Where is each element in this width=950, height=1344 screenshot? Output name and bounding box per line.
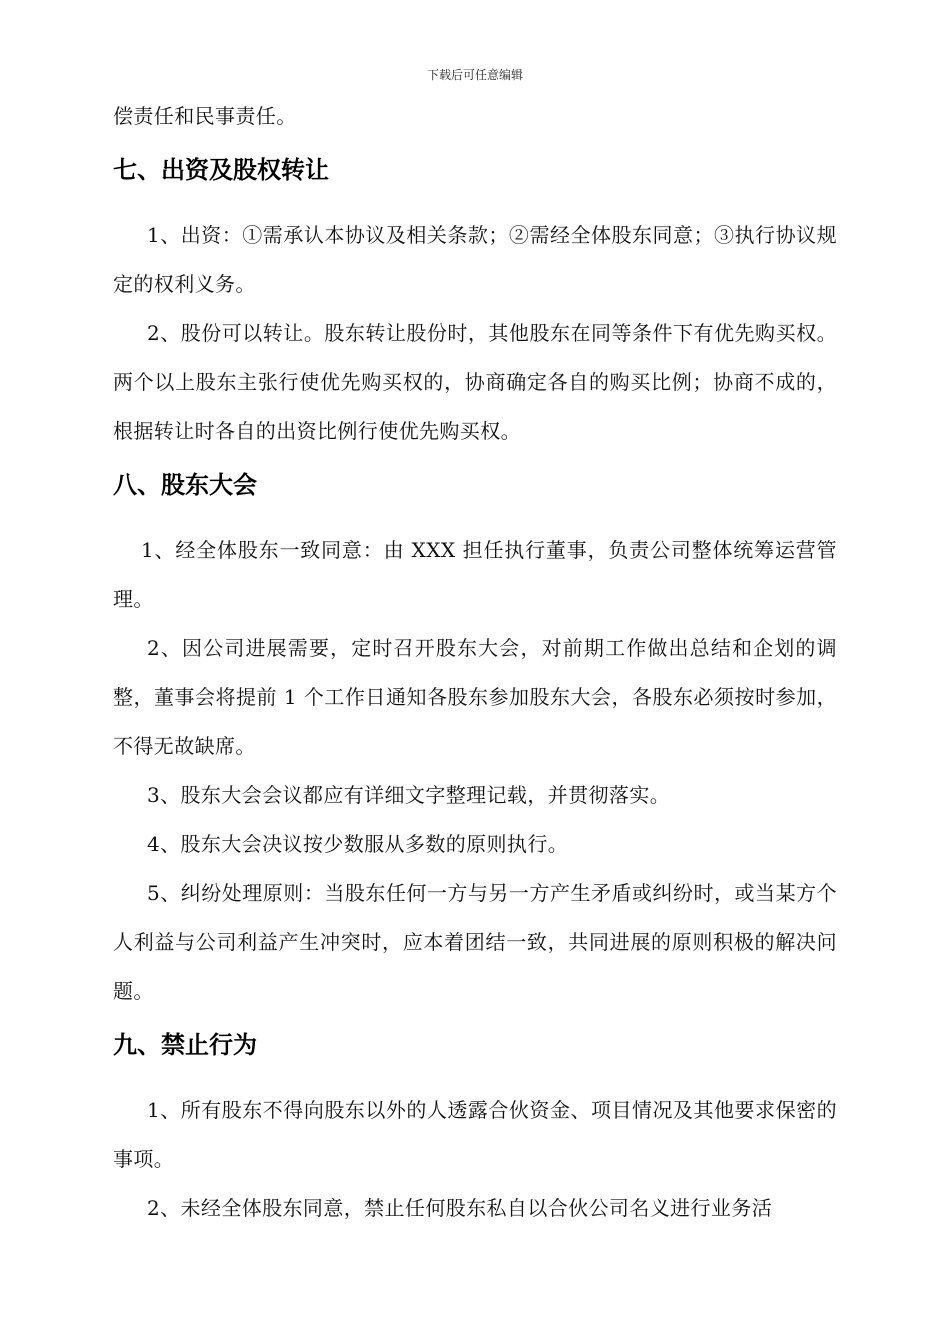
paragraph-8-2: 2、因公司进展需要，定时召开股东大会，对前期工作做出总结和企划的调整，董事会将提前 1 个工作日通知各股东参加股东大会，各股东必须按时参加，不得无故缺席。 <box>113 636 837 758</box>
paragraph-8-5: 5、纠纷处理原则：当股东任何一方与另一方产生矛盾或纠纷时，或当某方个人利益与公司利益产生冲突时，应本着团结一致，共同进展的原则积极的解决问题。 <box>113 881 837 1003</box>
section-heading-8: 八、股东大会 <box>113 471 257 499</box>
paragraph-9-1: 1、所有股东不得向股东以外的人透露合伙资金、项目情况及其他要求保密的事项。 <box>113 1098 837 1171</box>
paragraph-8-3: 3、股东大会会议都应有详细文字整理记载，并贯彻落实。 <box>147 783 671 807</box>
paragraph-8-1: 1、经全体股东一致同意：由 XXX 担任执行董事，负责公司整体统筹运营管理。 <box>113 538 837 611</box>
paragraph-9-2: 2、未经全体股东同意，禁止任何股东私自以合伙公司名义进行业务活 <box>147 1196 773 1220</box>
document-body <box>113 92 837 1233</box>
paragraph-7-1: 1、出资：①需承认本协议及相关条款；②需经全体股东同意；③执行协议规定的权利义务。 <box>113 223 837 296</box>
paragraph-continuation: 偿责任和民事责任。 <box>113 104 297 128</box>
paragraph-7-2: 2、股份可以转让。股东转让股份时，其他股东在同等条件下有优先购买权。两个以上股东主张行使优先购买权的，协商确定各自的购买比例；协商不成的，根据转让时各自的出资比例行使优先购买权。 <box>113 321 837 443</box>
section-heading-7: 七、出资及股权转让 <box>113 156 329 184</box>
paragraph-8-4: 4、股东大会决议按少数服从多数的原则执行。 <box>147 832 569 856</box>
section-heading-9: 九、禁止行为 <box>113 1031 257 1059</box>
page-header: 下载后可任意编辑 <box>426 68 523 82</box>
